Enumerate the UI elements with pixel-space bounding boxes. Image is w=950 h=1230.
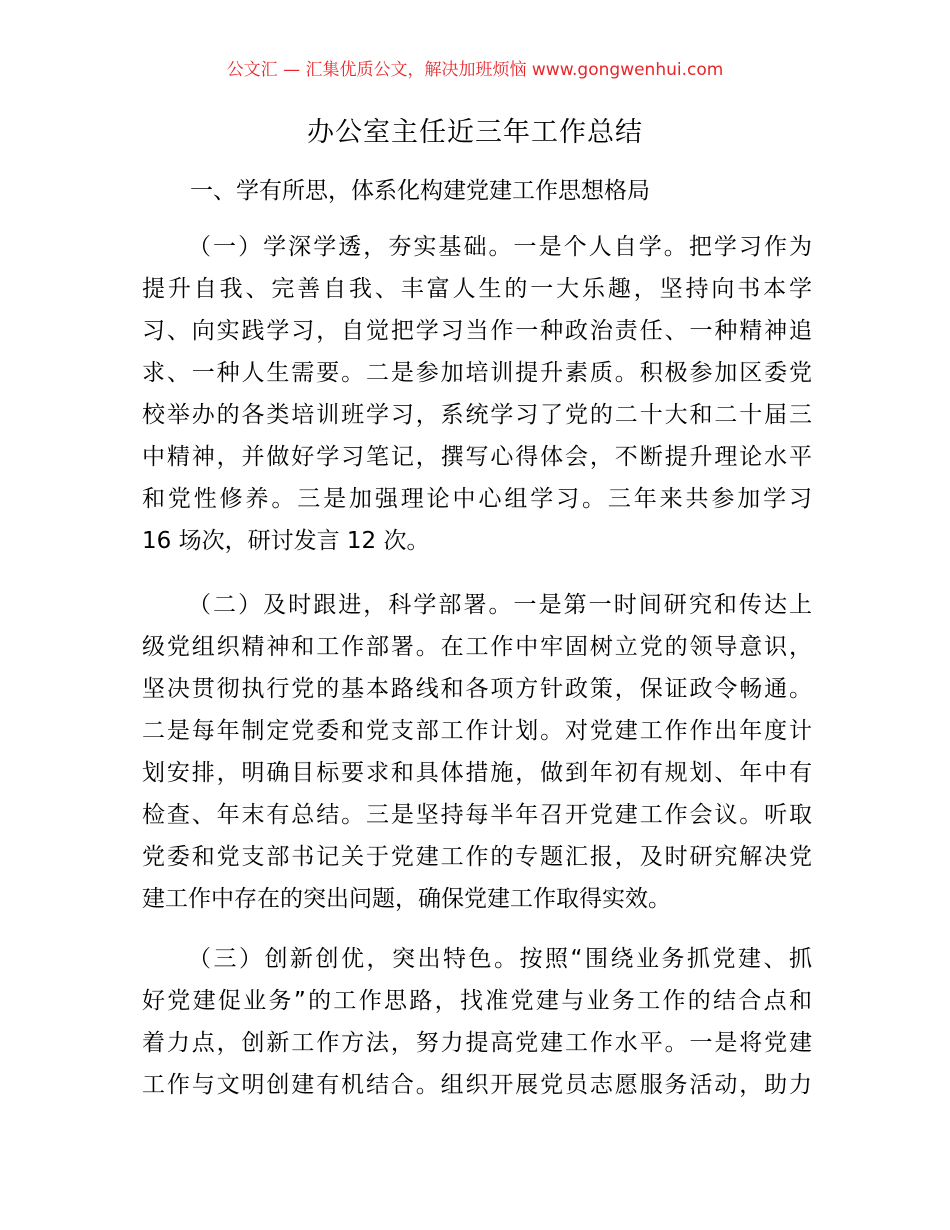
paragraph-line: （一）学深学透，夯实基础。一是个人自学。把学习作为 bbox=[188, 234, 812, 260]
paragraph-line: （二）及时跟进，科学部署。一是第一时间研究和传达上 bbox=[188, 592, 812, 618]
paragraph-line: 好党建促业务”的工作思路，找准党建与业务工作的结合点和 bbox=[142, 988, 812, 1014]
paragraph-line: 建工作中存在的突出问题，确保党建工作取得实效。 bbox=[142, 886, 671, 912]
paragraph-line: 检查、年末有总结。三是坚持每半年召开党建工作会议。听取 bbox=[142, 802, 812, 828]
paragraph-line: 习、向实践学习，自觉把学习当作一种政治责任、一种精神追 bbox=[142, 318, 812, 344]
paragraph-line: 和党性修养。三是加强理论中心组学习。三年来共参加学习 bbox=[142, 486, 812, 512]
paragraph-1 bbox=[142, 226, 812, 562]
paragraph-line: 坚决贯彻执行党的基本路线和各项方针政策，保证政令畅通。 bbox=[142, 676, 812, 702]
site-banner: 公文汇 — 汇集优质公文，解决加班烦恼 www.gongwenhui.com bbox=[226, 60, 724, 80]
paragraph-line: 校举办的各类培训班学习，系统学习了党的二十大和二十届三 bbox=[142, 402, 812, 428]
document-title: 办公室主任近三年工作总结 bbox=[307, 117, 643, 148]
section-heading: 一、学有所思，体系化构建党建工作思想格局 bbox=[190, 178, 650, 204]
paragraph-line: （三）创新创优，突出特色。按照“围绕业务抓党建、抓 bbox=[188, 946, 812, 972]
paragraph-line: 求、一种人生需要。二是参加培训提升素质。积极参加区委党 bbox=[142, 360, 812, 386]
paragraph-line: 二是每年制定党委和党支部工作计划。对党建工作作出年度计 bbox=[142, 718, 812, 744]
paragraph-2 bbox=[142, 584, 812, 920]
paragraph-line: 级党组织精神和工作部署。在工作中牢固树立党的领导意识， bbox=[142, 634, 812, 660]
paragraph-line: 16 场次，研讨发言 12 次。 bbox=[142, 528, 430, 554]
paragraph-line: 提升自我、完善自我、丰富人生的一大乐趣，坚持向书本学 bbox=[142, 276, 812, 302]
paragraph-line: 划安排，明确目标要求和具体措施，做到年初有规划、年中有 bbox=[142, 760, 812, 786]
paragraph-line: 中精神，并做好学习笔记，撰写心得体会，不断提升理论水平 bbox=[142, 444, 812, 470]
paragraph-line: 工作与文明创建有机结合。组织开展党员志愿服务活动，助力 bbox=[142, 1072, 812, 1098]
paragraph-line: 着力点，创新工作方法，努力提高党建工作水平。一是将党建 bbox=[142, 1030, 812, 1056]
paragraph-line: 党委和党支部书记关于党建工作的专题汇报，及时研究解决党 bbox=[142, 844, 812, 870]
paragraph-3 bbox=[142, 938, 812, 1106]
